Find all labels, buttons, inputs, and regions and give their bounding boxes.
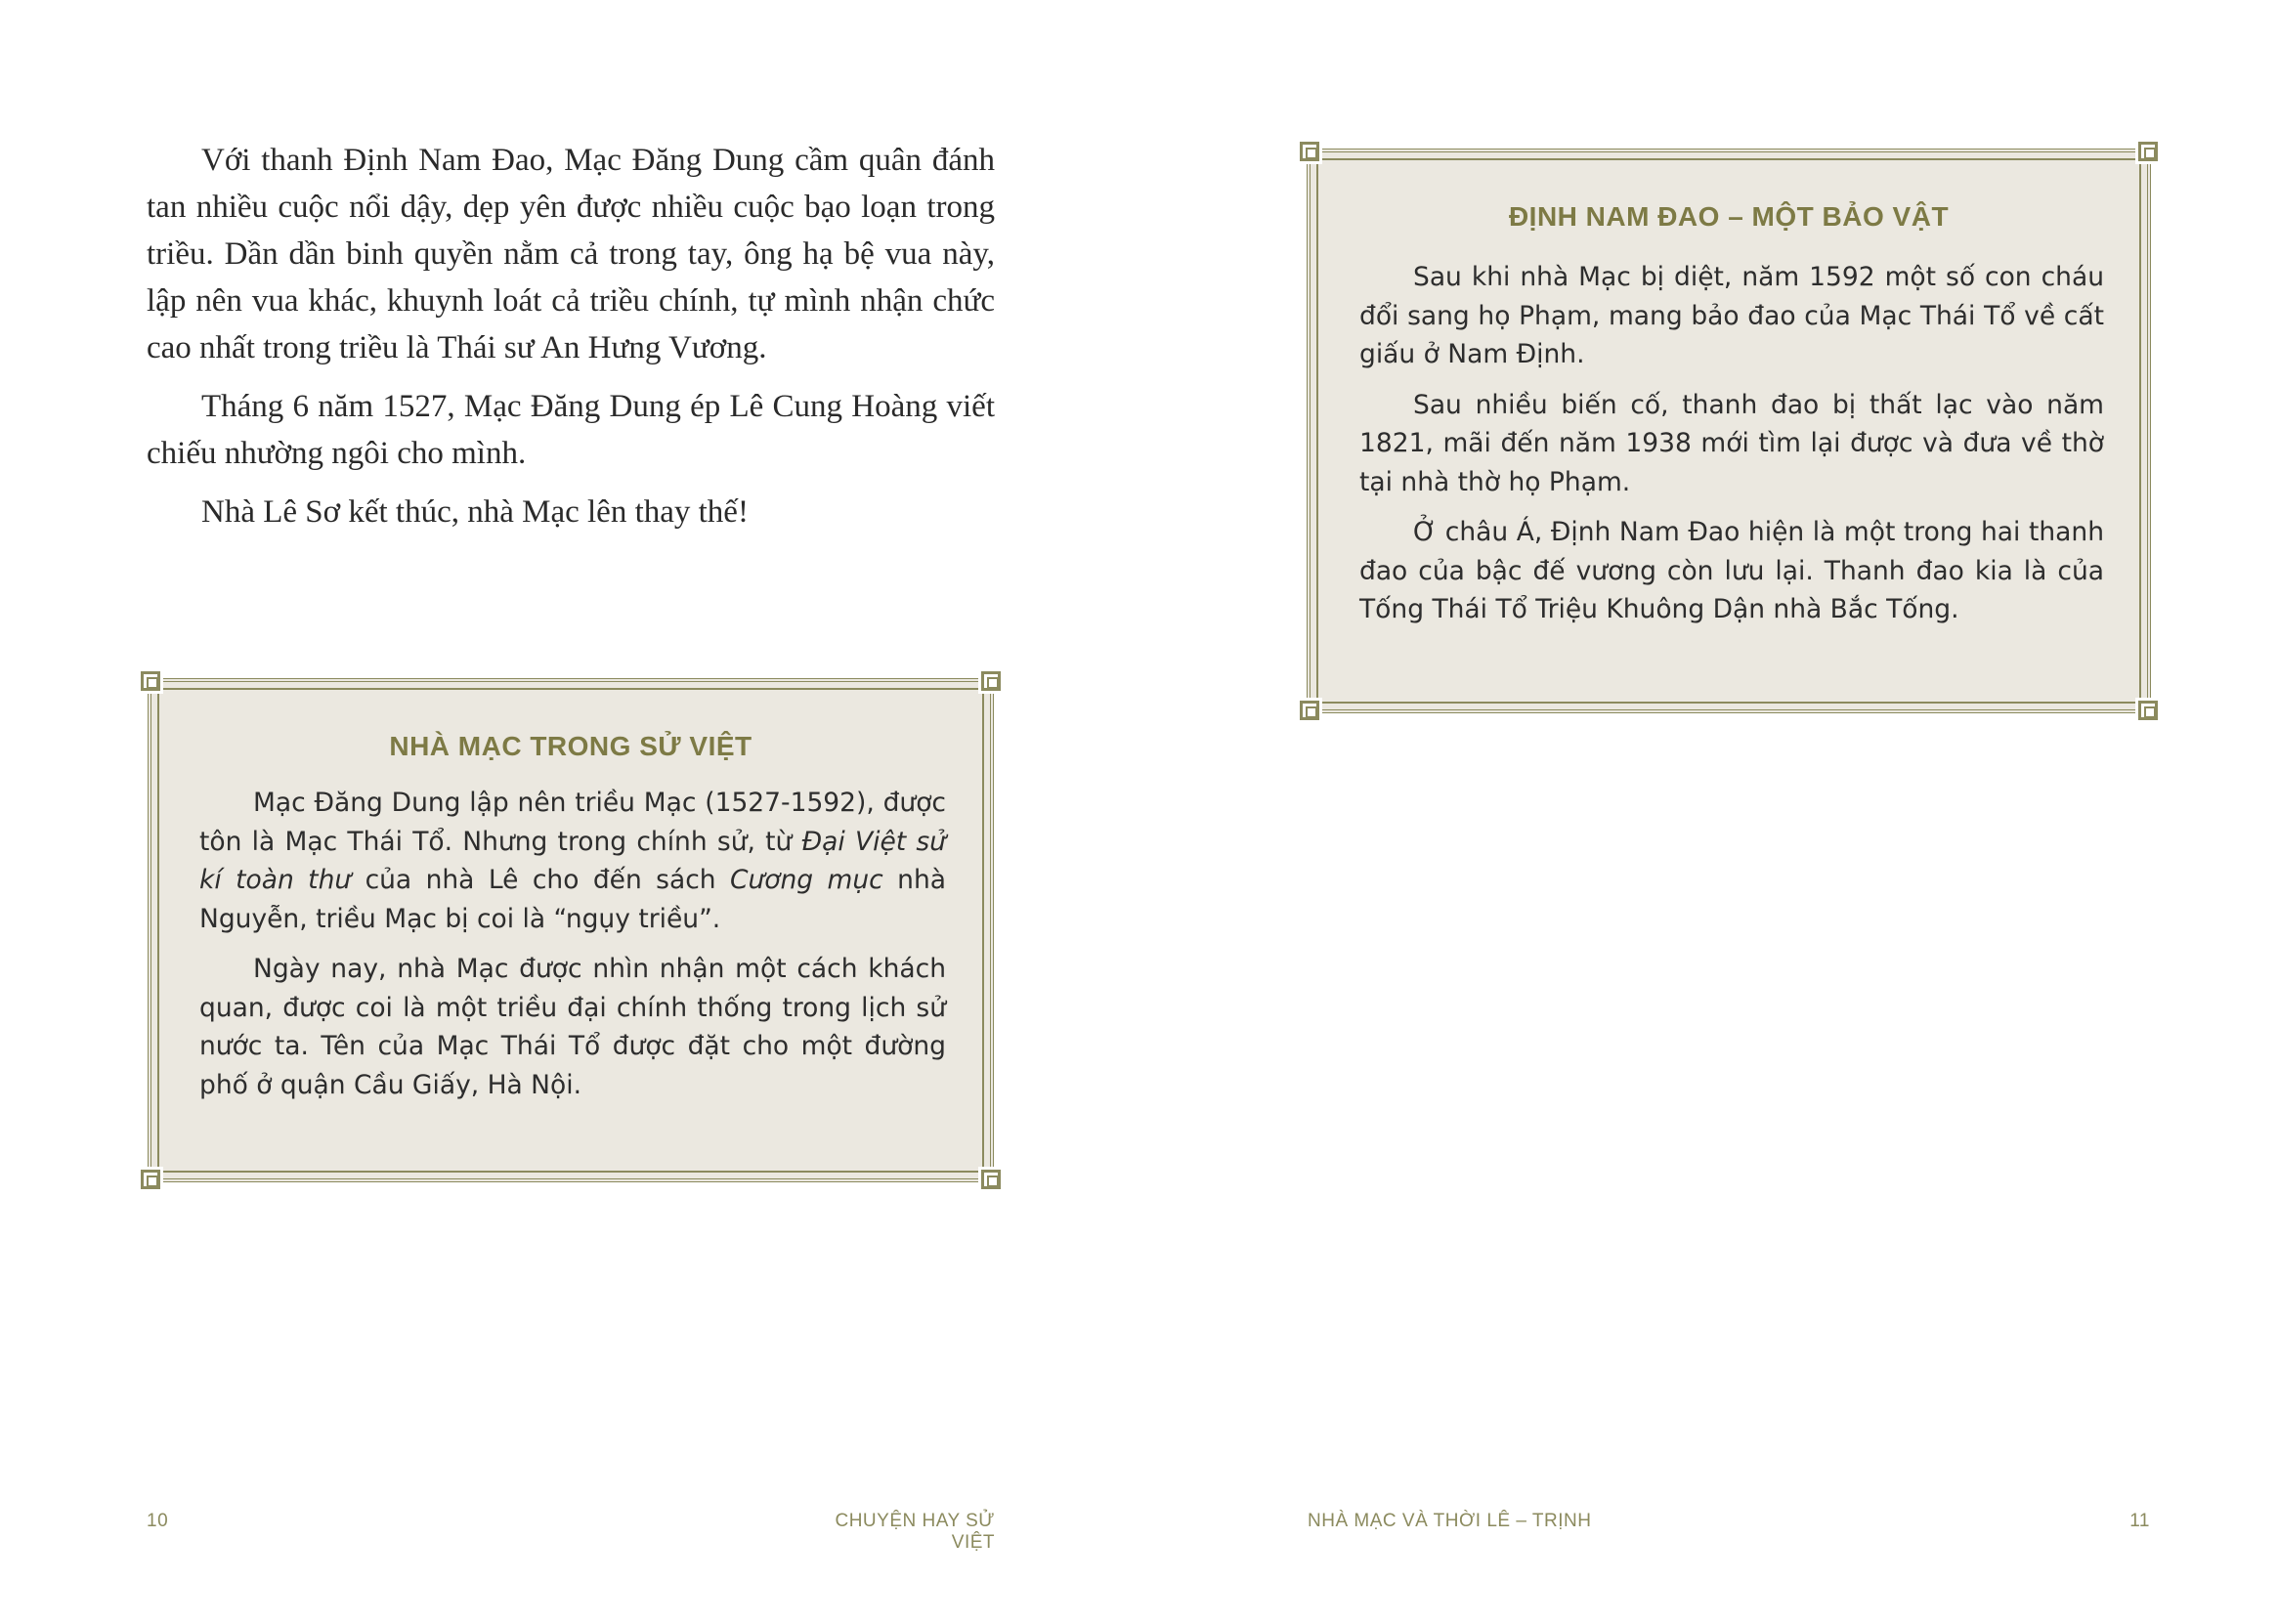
page-number-right: 11 [2129, 1511, 2150, 1531]
box-paragraph-3: Ở châu Á, Định Nam Đao hiện là một trong hai thanh đao của bậc đế vương còn lưu lại. Thanh đao kia là của Tống Thái Tổ Triệu Khuông Dận nhà Bắc Tống. [1359, 517, 2104, 624]
box-title: ĐỊNH NAM ĐAO – MỘT BẢO VẬT [1508, 201, 1950, 232]
box-paragraph-2: Sau nhiều biến cố, thanh đao bị thất lạc vào năm 1821, mãi đến năm 1938 mới tìm lại được và đưa về thờ tại nhà thờ họ Phạm. [1359, 389, 2104, 497]
ornament-corner-icon [138, 668, 163, 694]
running-footer-book-title: CHUYỆN HAY SỬ VIỆT [835, 1511, 995, 1553]
main-paragraph-1: Với thanh Định Nam Đao, Mạc Đăng Dung cầm quân đánh tan nhiều cuộc nổi dậy, dẹp yên được nhiều cuộc bạo loạn trong triều. Dần dần binh quyền nằm cả trong tay, ông hạ bệ vua này, lập nên vua khác, khuynh loát cả triều chính, tự mình nhận chức cao nhất trong triều là Thái sư An Hưng Vương. [147, 143, 995, 365]
sidebar-box-dinh-nam-dao [1307, 149, 2151, 713]
main-paragraph-2: Tháng 6 năm 1527, Mạc Đăng Dung ép Lê Cung Hoàng viết chiếu nhường ngôi cho mình. [147, 389, 995, 471]
ornament-corner-icon [978, 1167, 1004, 1192]
text-run: của nhà Lê cho đến sách [351, 865, 730, 895]
box-body [1359, 258, 2104, 641]
running-footer-chapter-title: NHÀ MẠC VÀ THỜI LÊ – TRỊNH [1308, 1511, 1592, 1531]
ornament-corner-icon [2135, 139, 2161, 164]
box-paragraph-1 [199, 784, 946, 938]
text-run: Mạc Đăng Dung lập nên triều Mạc (1527-1592), được tôn là Mạc Thái Tổ. Nhưng trong chính sử, từ [199, 788, 946, 857]
text-run: nhà Nguyễn, triều Mạc bị coi là “ngụy triều”. [199, 865, 946, 934]
sidebar-box-mac-dynasty [148, 678, 994, 1182]
ornament-corner-icon [2135, 698, 2161, 723]
left-main-text [147, 137, 995, 547]
ornament-corner-icon [138, 1167, 163, 1192]
ornament-corner-icon [978, 668, 1004, 694]
box-paragraph-1: Sau khi nhà Mạc bị diệt, năm 1592 một số con cháu đổi sang họ Phạm, mang bảo đao của Mạc Thái Tổ về cất giấu ở Nam Định. [1359, 262, 2104, 369]
italic-book-title: Cương mục [730, 865, 883, 895]
page-number-left: 10 [147, 1511, 169, 1531]
ornament-corner-icon [1297, 698, 1322, 723]
main-paragraph-3: Nhà Lê Sơ kết thúc, nhà Mạc lên thay thế! [201, 494, 749, 530]
box-paragraph-2: Ngày nay, nhà Mạc được nhìn nhận một cách khách quan, được coi là một triều đại chính thống trong lịch sử nước ta. Tên của Mạc Thái Tổ được đặt cho một đường phố ở quận Cầu Giấy, Hà Nội. [199, 954, 946, 1100]
ornament-corner-icon [1297, 139, 1322, 164]
box-title: NHÀ MẠC TRONG SỬ VIỆT [389, 731, 752, 761]
box-body [199, 784, 946, 1116]
italic-book-title: Đại Việt sử kí toàn thư [199, 826, 946, 895]
